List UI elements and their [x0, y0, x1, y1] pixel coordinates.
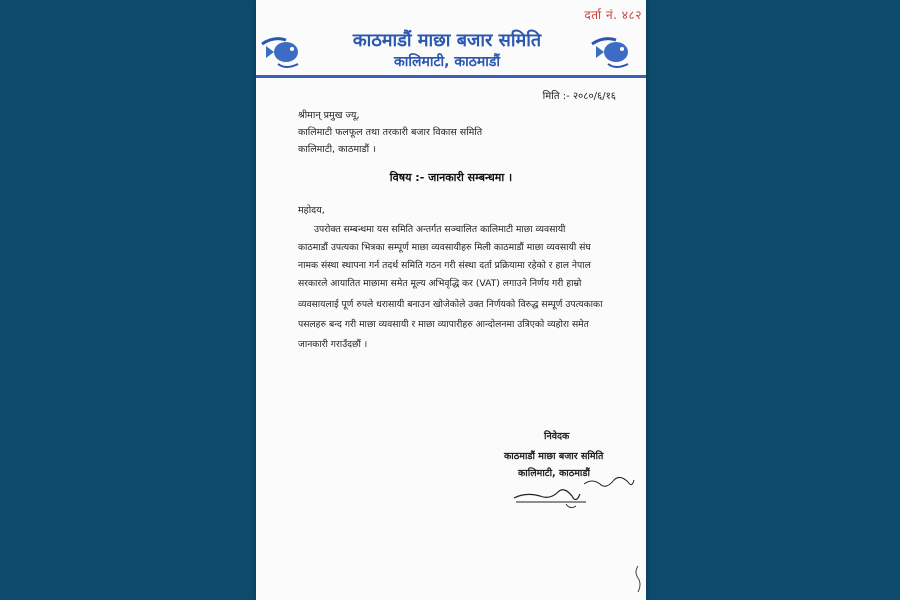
organization-name: काठमाडौं माछा बजार समिति	[352, 30, 542, 51]
salutation: महोदय,	[298, 205, 325, 216]
letter-subject: विषय :- जानकारी सम्बन्धमा ।	[389, 171, 513, 184]
fish-logo-icon	[260, 30, 304, 70]
signature-title: निवेदक	[544, 431, 570, 442]
fish-logo-icon	[590, 30, 634, 70]
recipient-line: श्रीमान् प्रमुख ज्यू,	[298, 110, 360, 121]
letterhead-divider	[256, 75, 646, 78]
body-line: नामक संस्था स्थापना गर्न तदर्थ समिति गठन गरी संस्था दर्ता प्रक्रियामा रहेको र हाल नेपाल	[298, 260, 591, 271]
margin-annotation	[632, 564, 644, 594]
signature-place: कालिमाटी, काठमाडौं	[518, 468, 590, 479]
letter-page	[256, 0, 646, 600]
handwritten-signature	[506, 470, 636, 515]
registration-number: दर्ता नं. ४८२	[584, 8, 642, 22]
body-line: जानकारी गराउँदछौं ।	[298, 339, 368, 350]
recipient-line: कालिमाटी, काठमाडौं ।	[298, 144, 376, 155]
body-line: व्यवसायलाई पूर्ण रुपले धरासायी बनाउन खोजेकोले उक्त निर्णयको विरुद्ध सम्पूर्ण उपत्यकाका	[298, 299, 603, 310]
recipient-line: कालिमाटी फलफूल तथा तरकारी बजार विकास समिति	[298, 127, 483, 138]
body-line: उपरोक्त सम्बन्धमा यस समिति अन्तर्गत सञ्चालित कालिमाटी माछा व्यवसायी	[314, 224, 566, 235]
signature-organization: काठमाडौं माछा बजार समिति	[504, 451, 604, 462]
body-line: पसलहरु बन्द गरी माछा व्यवसायी र माछा व्यापारीहरु आन्दोलनमा उत्रिएको व्यहोरा समेत	[298, 319, 589, 330]
body-line: काठमाडौं उपत्यका भित्रका सम्पूर्ण माछा व्यवसायीहरु मिली काठमाडौं माछा व्यवसायी संघ	[298, 242, 591, 253]
body-line: सरकारले आयातित माछामा समेत मूल्य अभिवृद्धि कर (VAT) लगाउने निर्णय गरी हाम्रो	[298, 278, 582, 289]
letter-date: मिति :- २०८०/६/१६	[542, 91, 616, 102]
organization-address: कालिमाटी, काठमाडौं	[394, 54, 500, 70]
